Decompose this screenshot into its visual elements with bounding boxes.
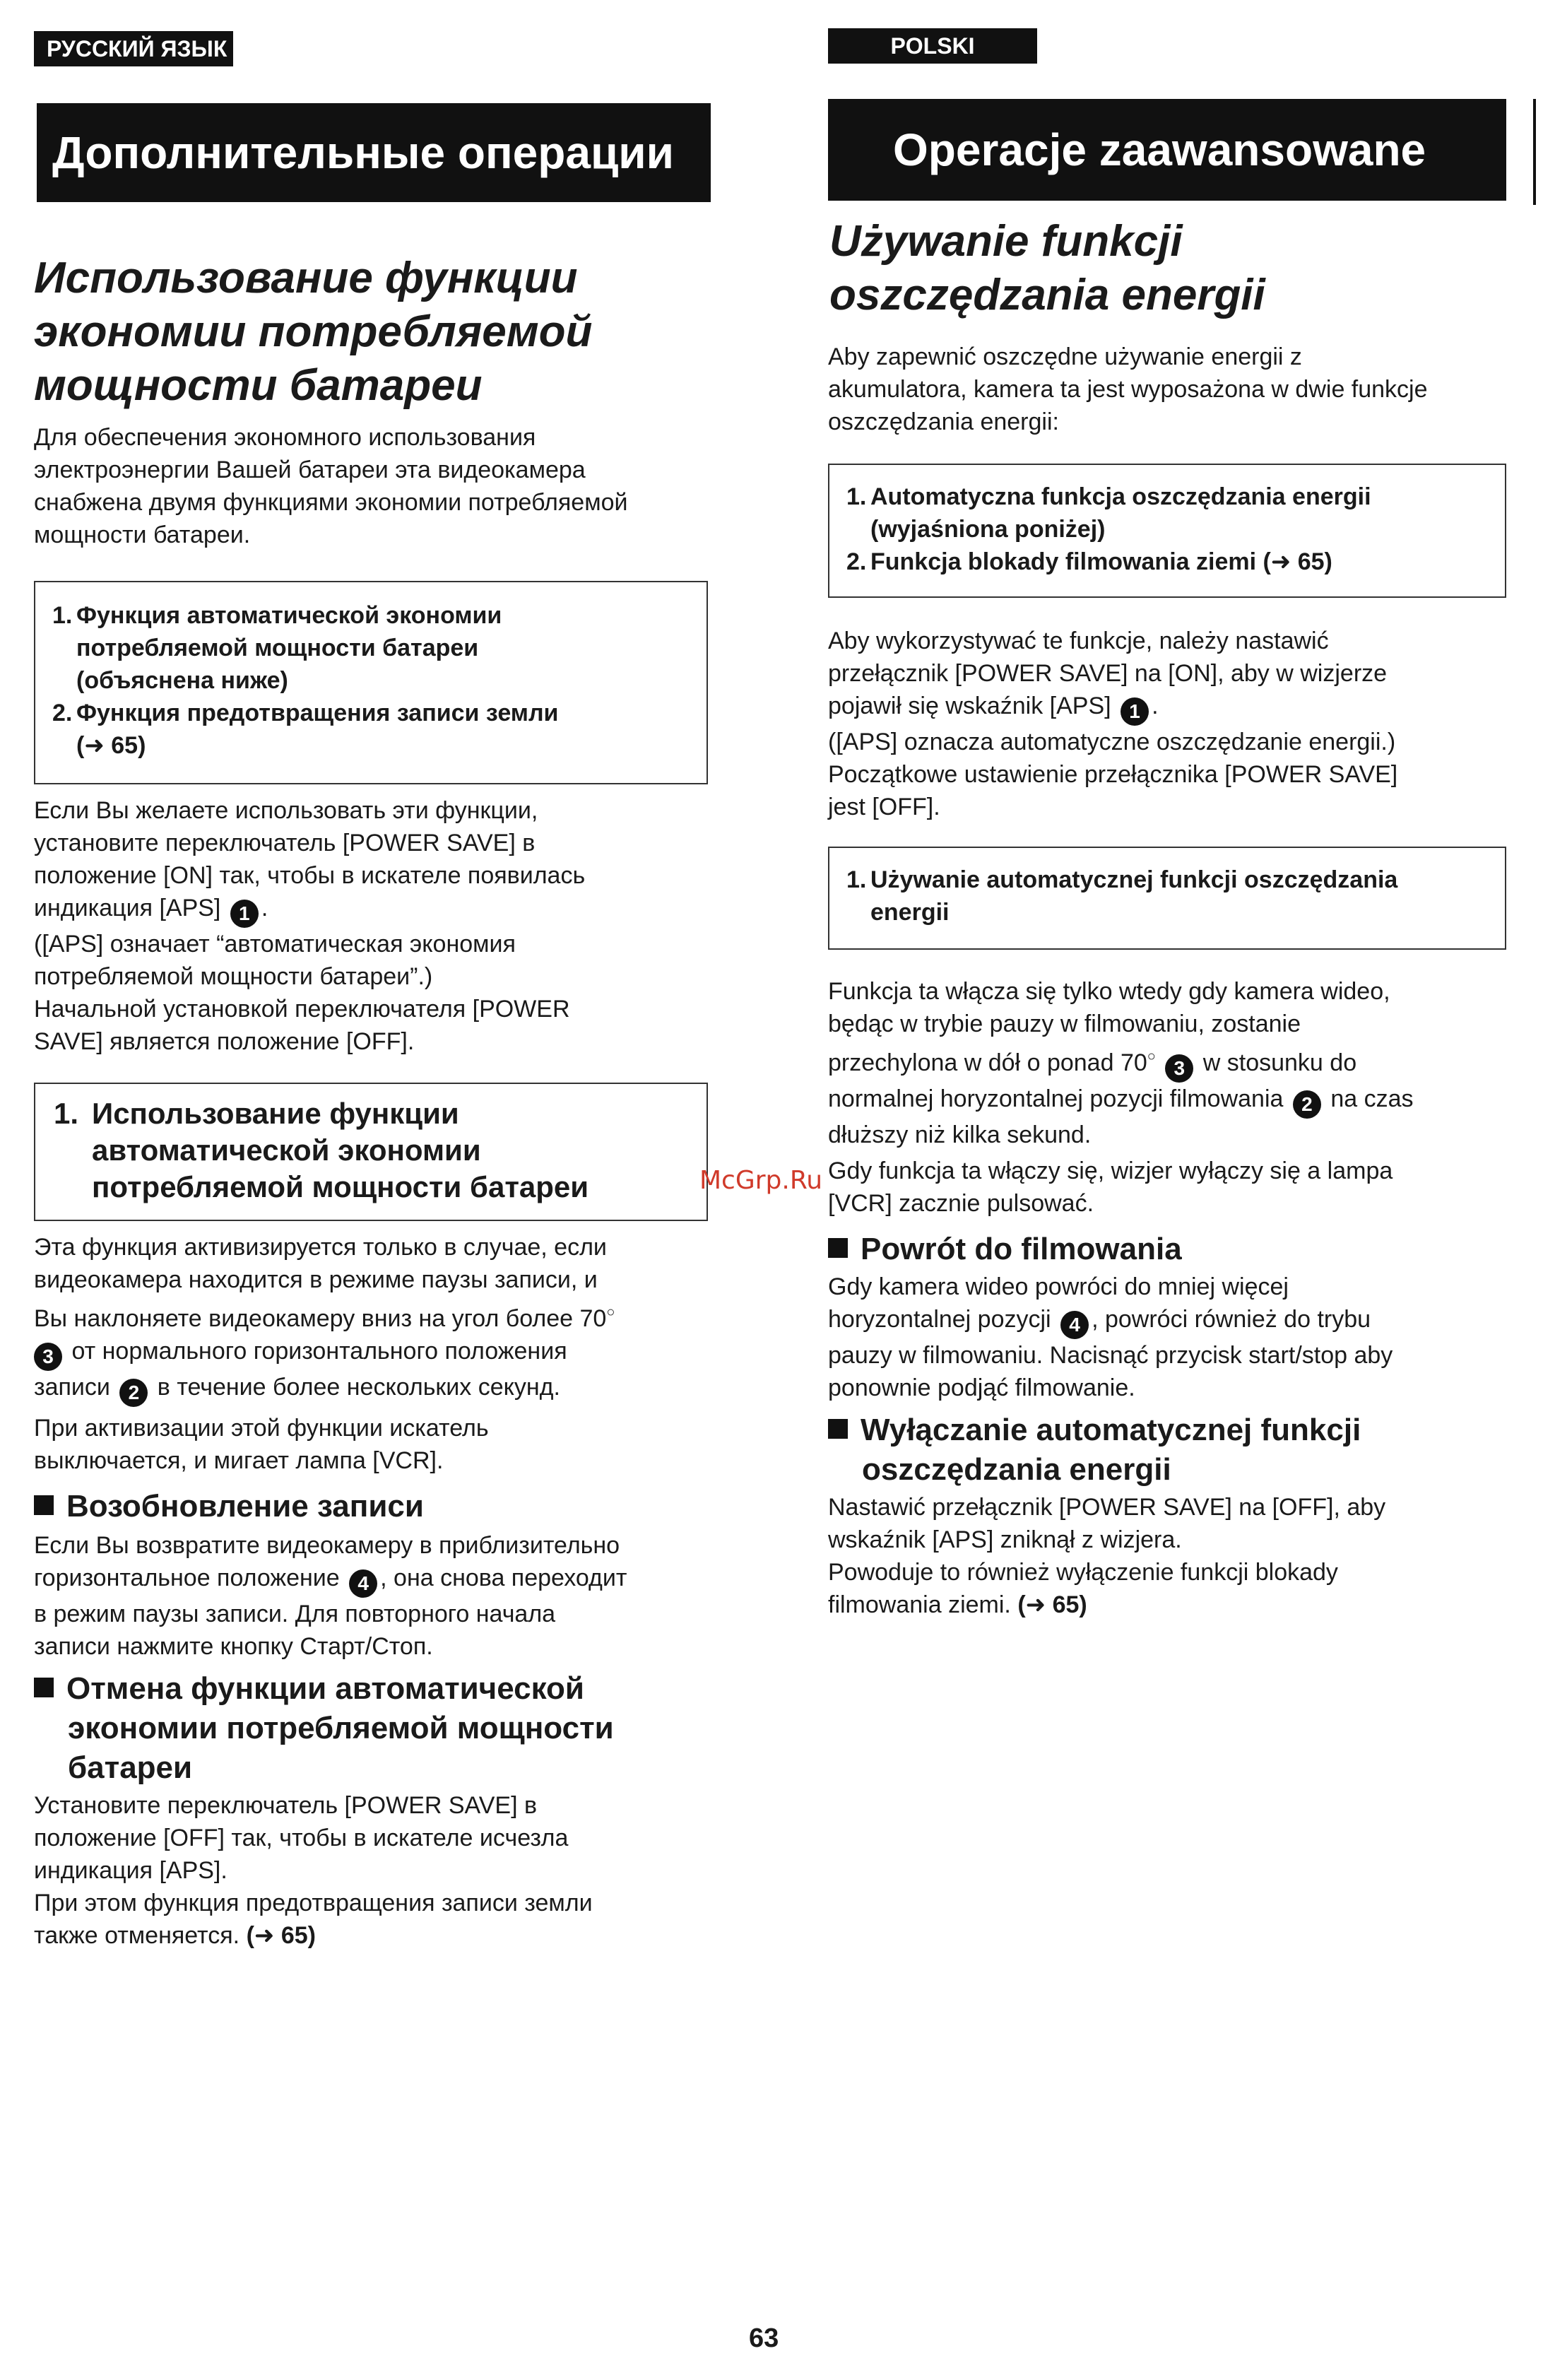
page-number: 63 xyxy=(749,2323,779,2353)
intro-paragraph-ru: Для обеспечения экономного использования электроэнергии Вашей батареи эта видеокамера снабжена двумя функциями экономии потребляемой мощности батареи. xyxy=(34,424,628,548)
usage-paragraph-ru: Если Вы желаете использовать эти функции, установите переключатель [POWER SAVE] в положение [ON] так, чтобы в искателе появилась индикация [APS] 1 . ([APS] означает “автоматическая экономия потребляемой мощности батареи”.) Начальной установкой переключателя [POWER SAVE] является положение [OFF]. xyxy=(34,797,586,1055)
list-item: 1. Использование функции автоматической экономии потребляемой мощности батареи xyxy=(54,1097,589,1203)
language-tag-pl: POLSKI xyxy=(828,28,1037,64)
subheading-disable-pl: Wyłączanie automatycznej funkcji oszczędzania energii xyxy=(828,1410,1361,1490)
marker-1-icon: 1 xyxy=(1121,697,1149,726)
section-title-bar-pl: Operacje zaawansowane xyxy=(828,99,1506,201)
marker-4-icon: 4 xyxy=(349,1569,377,1598)
square-bullet-icon xyxy=(828,1419,848,1439)
page-heading-ru: Использование функции экономии потребляемой мощности батареи xyxy=(34,254,593,410)
marker-2-icon: 2 xyxy=(1293,1090,1321,1119)
viewfinder-paragraph-pl: Gdy funkcja ta włączy się, wizjer wyłączy się a lampa [VCR] zacznie pulsować. xyxy=(828,1157,1393,1217)
subheading-resume-ru: Возобновление записи xyxy=(34,1487,424,1526)
list-item: 2. Функция предотвращения записи земли (➜ 65) xyxy=(52,700,559,759)
language-tag-ru: РУССКИЙ ЯЗЫК xyxy=(34,31,233,66)
functions-list-box-ru xyxy=(34,581,708,784)
disable-paragraph-pl: Nastawić przełącznik [POWER SAVE] na [OFF], aby wskaźnik [APS] zniknął z wizjera. Powoduje to również wyłączenie funkcji blokady filmowania ziemi. (➜ 65) xyxy=(828,1494,1386,1618)
list-item: 1. Automatyczna funkcja oszczędzania energii (wyjaśniona poniżej) xyxy=(846,483,1371,543)
marker-4-icon: 4 xyxy=(1060,1311,1089,1339)
marker-3-icon: 3 xyxy=(34,1343,62,1371)
page-edge-mark xyxy=(1533,99,1536,205)
square-bullet-icon xyxy=(828,1238,848,1258)
list-item: 2. Funkcja blokady filmowania ziemi (➜ 65) xyxy=(846,548,1332,575)
return-paragraph-pl: Gdy kamera wideo powróci do mniej więcej horyzontalnej pozycji 4 , powróci również do trybu pauzy w filmowaniu. Nacisnąć przycisk start/stop aby ponownie podjąć filmowanie. xyxy=(828,1273,1393,1401)
marker-2-icon: 2 xyxy=(119,1379,148,1407)
square-bullet-icon xyxy=(34,1678,54,1697)
list-item: 1. Функция автоматической экономии потребляемой мощности батареи (объяснена ниже) xyxy=(52,602,502,694)
aps-usage-box-pl xyxy=(828,847,1506,950)
page-heading-pl: Używanie funkcji oszczędzania energii xyxy=(829,217,1265,319)
activation-paragraph-ru: Эта функция активизируется только в случае, если видеокамера находится в режиме паузы записи, и Вы наклоняете видеокамеру вниз на угол более 70○ 3 от нормального горизонтального положения записи 2 в течение более нескольких секунд. xyxy=(34,1231,615,1407)
watermark: McGrp.Ru xyxy=(699,1166,823,1195)
functions-list-box-pl xyxy=(828,464,1506,598)
marker-3-icon: 3 xyxy=(1165,1054,1193,1083)
list-item: 1. Używanie automatycznej funkcji oszczędzania energii xyxy=(846,866,1398,926)
marker-1-icon: 1 xyxy=(230,900,259,928)
aps-usage-box-ru xyxy=(34,1083,708,1221)
viewfinder-paragraph-ru: При активизации этой функции искатель выключается, и мигает лампа [VCR]. xyxy=(34,1415,489,1474)
degree-icon: ○ xyxy=(1147,1049,1156,1064)
section-title-bar-ru: Дополнительные операции xyxy=(37,103,711,202)
intro-paragraph-pl: Aby zapewnić oszczędne używanie energii z akumulatora, kamera ta jest wyposażona w dwie funkcje oszczędzania energii: xyxy=(828,343,1428,435)
subheading-return-pl: Powrót do filmowania xyxy=(828,1230,1182,1269)
square-bullet-icon xyxy=(34,1495,54,1515)
activation-paragraph-pl: Funkcja ta włącza się tylko wtedy gdy kamera wideo, będąc w trybie pauzy w filmowaniu, zostanie przechylona w dół o ponad 70○ 3 w stosunku do normalnej horyzontalnej pozycji filmowania 2 na czas dłuższy niż kilka sekund. xyxy=(828,978,1414,1148)
cancel-paragraph-ru: Установите переключатель [POWER SAVE] в положение [OFF] так, чтобы в искателе исчезла индикация [APS]. При этом функция предотвращения записи земли также отменяется. (➜ 65) xyxy=(34,1792,593,1949)
subheading-cancel-ru: Отмена функции автоматической экономии потребляемой мощности батареи xyxy=(34,1669,614,1788)
resume-paragraph-ru: Если Вы возвратите видеокамеру в приблизительно горизонтальное положение 4 , она снова переходит в режим паузы записи. Для повторного начала записи нажмите кнопку Старт/Стоп. xyxy=(34,1532,627,1660)
usage-paragraph-pl: Aby wykorzystywać te funkcje, należy nastawić przełącznik [POWER SAVE] na [ON], aby w wizjerze pojawił się wskaźnik [APS] 1 . ([APS] oznacza automatyczne oszczędzanie energii.) Początkowe ustawienie przełącznika [POWER SAVE] jest [OFF]. xyxy=(828,628,1398,820)
page-reference: (➜ 65) xyxy=(246,1922,316,1949)
degree-icon: ○ xyxy=(606,1304,615,1320)
page-reference: (➜ 65) xyxy=(1017,1591,1087,1618)
